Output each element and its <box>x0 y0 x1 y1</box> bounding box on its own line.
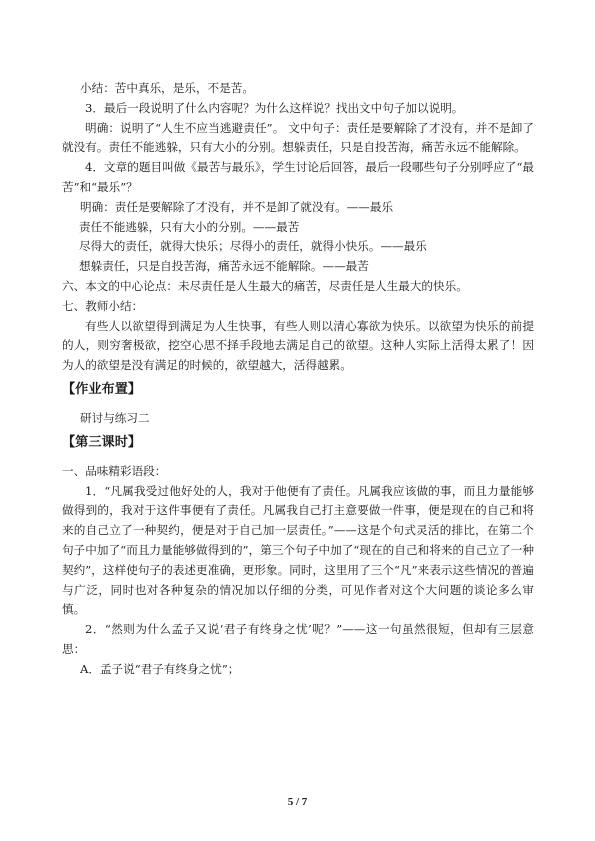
question-3: 3．最后一段说明了什么内容呢？为什么这样说？找出文中句子加以说明。 <box>85 100 464 115</box>
summary-line: 小结：苦中真乐，是乐，不是苦。 <box>80 81 254 95</box>
answer-4-line-2: 责任不能逃躲，只有大小的分别。——最苦 <box>79 219 300 234</box>
page-number: 5 / 7 <box>287 796 308 808</box>
section-6: 六、本文的中心论点：未尽责任是人生最大的痛苦，尽责任是人生最大的快乐。 <box>62 278 468 293</box>
answer-3: 明确：说明了“人生不应当逃避责任”。 文中句子：责任是要解除了才没有，并不是卸了就没有。责任不能逃躲，只有大小的分别。想躲责任，只是自投苦海，痛苦永远不能解除。 <box>62 120 534 155</box>
excerpt-item-2: 2．“然则为什么孟子又说‘君子有终身之忧’呢？”——这一句虽然很短，但却有三层意思： <box>62 622 534 656</box>
excerpt-item-1: 1．“凡属我受过他好处的人，我对于他便有了责任。凡属我应该做的事，而且力量能够做得到的，我对于这件事便有了责任。凡属我自己打主意要做一件事，便是现在的自己和将来的自己立了一种契约，便是对于自己加一层责任。”——这是个句式灵活的排比，在第二个句子中加了“而且力量能够做得到的”，第三个句子中加了“现在的自己和将来的自己立了一种契约”，这样使句子的表述更准确，更形象。同时，这里用了三个“凡”来表示这些情况的普遍与广泛，同时也对各种复杂的情况加以仔细的分类，可见作者对这个大问题的谈论多么审慎。 <box>62 483 534 617</box>
answer-4-line-4: 想躲责任，只是自投苦海，痛苦永远不能解除。——最苦 <box>79 259 369 274</box>
third-lesson-heading: 【第三课时】 <box>62 434 142 450</box>
question-4: 4．文章的题目叫做《最苦与最乐》，学生讨论后回答，最后一段哪些句子分别呼应了“最苦”和“最乐”？ <box>62 160 534 194</box>
section-7-heading: 七、教师小结： <box>62 298 144 313</box>
document-body <box>62 79 534 680</box>
part-1-heading: 一、品味精彩语段： <box>62 463 167 478</box>
homework-body: 研讨与练习二 <box>80 410 150 425</box>
answer-4-line-1: 明确：责任是要解除了才没有，并不是卸了就没有。——最乐 <box>80 199 394 214</box>
homework-heading: 【作业布置】 <box>62 381 142 397</box>
section-7-body: 有些人以欲望得到满足为人生快事，有些人则以清心寡欲为快乐。以欲望为快乐的前提的人，则穷奢极欲，挖空心思不择手段地去满足自己的欲望。这种人实际上活得太累了！因为人的欲望是没有满足的时候的，欲望越大，活得越累。 <box>62 318 534 373</box>
excerpt-item-2-a: A．孟子说“君子有终身之忧”； <box>80 661 240 676</box>
answer-4-line-3: 尽得大的责任，就得大快乐；尽得小的责任，就得小快乐。——最乐 <box>79 239 427 254</box>
